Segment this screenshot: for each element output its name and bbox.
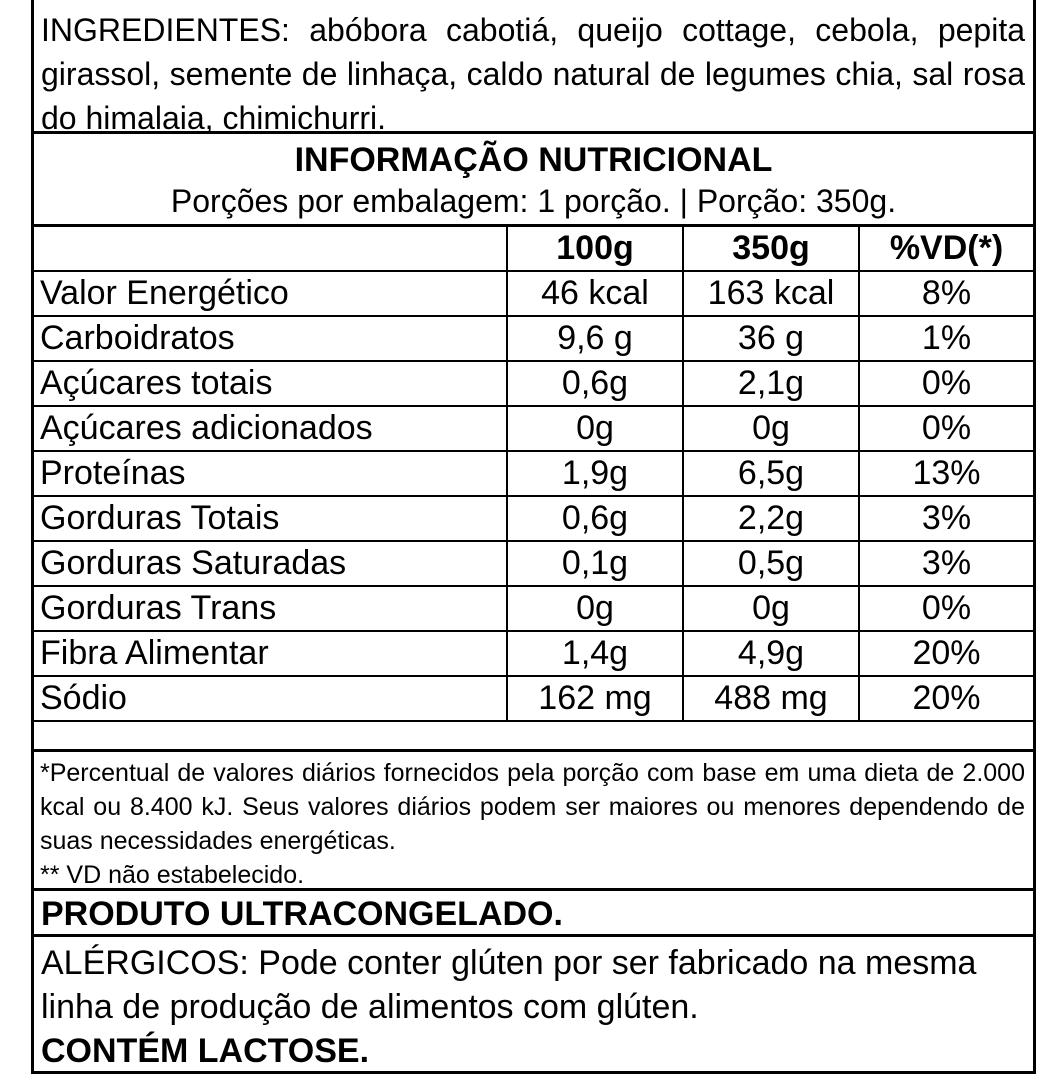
value-100g: 0g [507, 406, 683, 451]
nutrition-header [34, 134, 1033, 227]
value-100g: 0,6g [507, 361, 683, 406]
value-vd: 0% [859, 406, 1033, 451]
ingredients-section [34, 0, 1033, 134]
value-100g: 0g [507, 586, 683, 631]
nutrient-name: Valor Energético [34, 271, 507, 316]
value-350g: 6,5g [683, 451, 859, 496]
table-row [34, 316, 1033, 361]
value-350g: 2,2g [683, 496, 859, 541]
value-350g: 36 g [683, 316, 859, 361]
ingredients-text: INGREDIENTES: abóbora cabotiá, queijo cottage, cebola, pepita girassol, semente de linhaça, caldo natural de legumes chia, sal rosa do himalaia, chimichurri. [41, 12, 1025, 136]
nutrient-name: Fibra Alimentar [34, 631, 507, 676]
value-350g: 163 kcal [683, 271, 859, 316]
table-row [34, 451, 1033, 496]
table-row [34, 676, 1033, 721]
table-row [34, 586, 1033, 631]
allergens-text: ALÉRGICOS: Pode conter glúten por ser fabricado na mesma linha de produção de alimentos com glúten. [41, 944, 977, 1026]
table-row [34, 361, 1033, 406]
nutrient-name: Carboidratos [34, 316, 507, 361]
value-100g: 46 kcal [507, 271, 683, 316]
header-blank [34, 227, 507, 271]
value-vd: 1% [859, 316, 1033, 361]
value-350g: 2,1g [683, 361, 859, 406]
value-100g: 0,6g [507, 496, 683, 541]
value-vd: 20% [859, 676, 1033, 721]
table-header-row [34, 227, 1033, 271]
table-row [34, 406, 1033, 451]
value-vd: 8% [859, 271, 1033, 316]
footnote-vd-basis: *Percentual de valores diários fornecidos pela porção com base em uma dieta de 2.000 kcal ou 8.400 kJ. Seus valores diários podem ser maiores ou menores dependendo de suas necessidades energéticas. [40, 759, 1025, 855]
value-vd: 13% [859, 451, 1033, 496]
value-350g: 4,9g [683, 631, 859, 676]
header-100g: 100g [507, 227, 683, 271]
value-350g: 0g [683, 586, 859, 631]
table-row [34, 496, 1033, 541]
nutrient-name: Sódio [34, 676, 507, 721]
lactose-warning: CONTÉM LACTOSE. [41, 1032, 370, 1070]
nutrition-title: INFORMAÇÃO NUTRICIONAL [294, 141, 773, 179]
nutrient-name: Açúcares totais [34, 361, 507, 406]
value-350g: 0g [683, 406, 859, 451]
value-100g: 1,4g [507, 631, 683, 676]
nutrition-table [34, 227, 1033, 722]
value-vd: 3% [859, 541, 1033, 586]
value-vd: 0% [859, 586, 1033, 631]
value-350g: 488 mg [683, 676, 859, 721]
footnote-section [34, 749, 1033, 891]
value-vd: 3% [859, 496, 1033, 541]
header-vd: %VD(*) [859, 227, 1033, 271]
value-vd: 20% [859, 631, 1033, 676]
table-row [34, 541, 1033, 586]
nutrient-name: Gorduras Trans [34, 586, 507, 631]
value-100g: 0,1g [507, 541, 683, 586]
footnote-vd-not-established: ** VD não estabelecido. [40, 861, 305, 889]
header-350g: 350g [683, 227, 859, 271]
value-100g: 1,9g [507, 451, 683, 496]
value-100g: 9,6 g [507, 316, 683, 361]
serving-info: Porções por embalagem: 1 porção. | Porção: 350g. [170, 183, 897, 219]
allergens-section [34, 937, 1033, 1073]
table-row [34, 631, 1033, 676]
nutrient-name: Gorduras Saturadas [34, 541, 507, 586]
nutrition-label [31, 0, 1036, 1074]
value-100g: 162 mg [507, 676, 683, 721]
table-row [34, 271, 1033, 316]
value-vd: 0% [859, 361, 1033, 406]
nutrient-name: Gorduras Totais [34, 496, 507, 541]
nutrient-name: Açúcares adicionados [34, 406, 507, 451]
value-350g: 0,5g [683, 541, 859, 586]
nutrient-name: Proteínas [34, 451, 507, 496]
ultra-frozen-notice: PRODUTO ULTRACONGELADO. [34, 891, 1033, 937]
